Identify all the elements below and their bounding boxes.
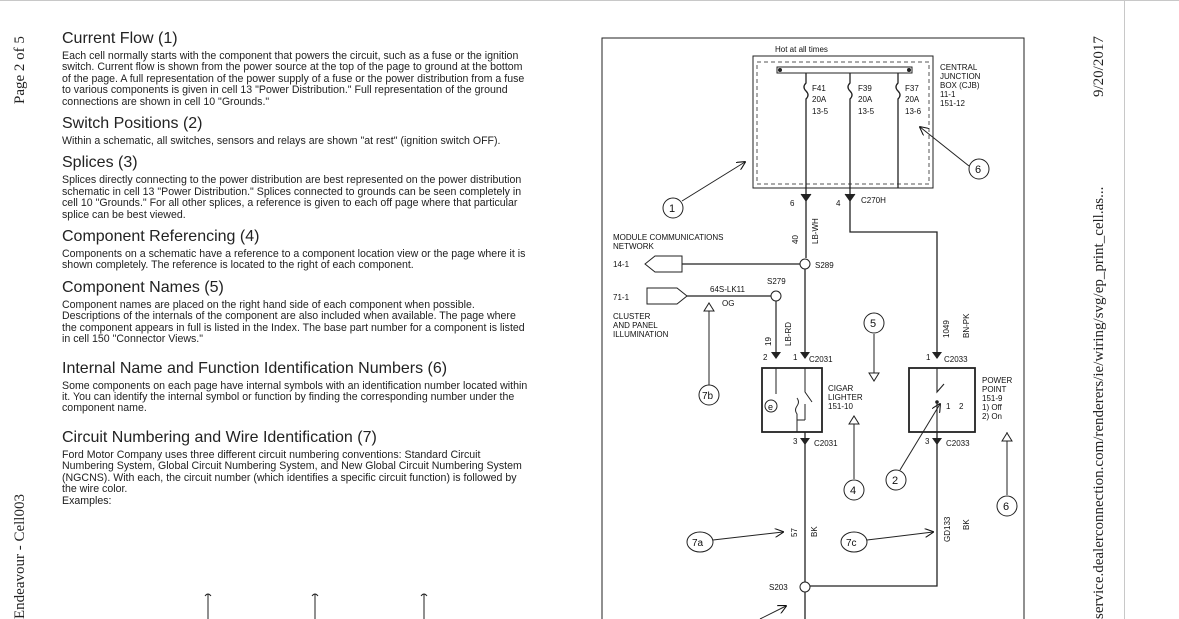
cjb-busbar bbox=[777, 67, 912, 73]
mcn-connector bbox=[645, 256, 682, 272]
fuse-ref: 13-6 bbox=[905, 107, 922, 116]
splice-s203-label: S203 bbox=[769, 583, 788, 592]
cluster-ref: 71-1 bbox=[613, 293, 630, 302]
page-number-label: Page 2 of 5 bbox=[12, 36, 28, 104]
wire-gd133-bk bbox=[810, 432, 937, 586]
section-body: Each cell normally starts with the component that powers the circuit, such as a fuse or the ignition switch. Current flow is shown from the power source at the top of the page to ground at the bottom of the page. A full representation of the power supply of a fuse or the power distribution from a fuse to various components is given in cell 13 "Power Distribution." Full representation of the ground connections are shown in cell 10 "Grounds." bbox=[62, 50, 525, 108]
power-point-box bbox=[909, 368, 975, 432]
pp-label-line2: POINT bbox=[982, 385, 1007, 394]
pin-3b-label: 3 bbox=[925, 437, 930, 446]
wire-40-label: 40 bbox=[791, 235, 800, 244]
section-title: Switch Positions (2) bbox=[62, 115, 203, 133]
cjb-inner-box bbox=[757, 62, 929, 184]
callout-7a-text: 7a bbox=[692, 538, 704, 549]
fuse-name: F41 bbox=[812, 84, 826, 93]
pp-label-line3: 151-9 bbox=[982, 394, 1003, 403]
example-wire-1 bbox=[205, 594, 211, 619]
splice-s279 bbox=[771, 291, 781, 301]
pin-arrow-2 bbox=[771, 352, 781, 359]
wire-lbrd-label: LB-RD bbox=[784, 321, 793, 346]
fuse-ref: 13-5 bbox=[858, 107, 875, 116]
callout-7b bbox=[699, 303, 719, 405]
section-internal-name bbox=[62, 360, 532, 415]
connector-c2033b-label: C2033 bbox=[946, 439, 970, 448]
wire-bk1-label: BK bbox=[810, 526, 819, 537]
busbar-end-left bbox=[778, 68, 782, 72]
callout-6b bbox=[997, 432, 1017, 516]
section-component-names bbox=[62, 279, 532, 346]
pin-arrow-6 bbox=[801, 194, 811, 201]
callout-arrow-bottom bbox=[760, 606, 786, 619]
cjb-label-line5: 151-12 bbox=[940, 99, 965, 108]
callout-1-text: 1 bbox=[669, 203, 676, 215]
section-body: Component names are placed on the right hand side of each component when possible. Descriptions of the internals of the component are also included when available. The page where the component appears in full is listed in the Index. The base part number for a component is listed in cell 150 "Connector Views." bbox=[62, 298, 525, 346]
connector-c270h-label: C270H bbox=[861, 196, 886, 205]
wire-64slk11-label: 64S-LK11 bbox=[710, 285, 745, 294]
callout-6b-arrowhead bbox=[1002, 433, 1012, 441]
cluster-label-line1: CLUSTER bbox=[613, 312, 651, 321]
cigar-label-line1: CIGAR bbox=[828, 384, 854, 393]
fuse-amps: 20A bbox=[858, 95, 873, 104]
pin-1-label: 1 bbox=[793, 353, 798, 362]
switch-pos-1: 1 bbox=[946, 402, 951, 411]
pp-label-line1: POWER bbox=[982, 376, 1013, 385]
switch-pos-2: 2 bbox=[959, 402, 964, 411]
cigar-label-line3: 151-10 bbox=[828, 402, 853, 411]
section-title: Current Flow (1) bbox=[62, 30, 178, 47]
callout-5 bbox=[864, 313, 884, 381]
section-body: Within a schematic, all switches, sensors and relays are shown "at rest" (ignition switch OFF). bbox=[62, 135, 501, 148]
section-splices bbox=[62, 154, 532, 221]
section-body: Splices directly connecting to the power distribution are best represented on the power distribution schematic in cell 13 "Power Distribution." Splices connected to grounds can be seen completely in cell 10 "Grounds." For all other splices, a reference is given to each off page where that particular splice can be best viewed. bbox=[62, 174, 522, 221]
examples-label: Examples: bbox=[62, 495, 112, 508]
pin-arrow-4 bbox=[845, 194, 855, 201]
callout-1 bbox=[663, 162, 745, 218]
lighter-element-letter: e bbox=[768, 402, 774, 412]
pp-label-line4: 1) Off bbox=[982, 403, 1002, 412]
pin-6-label: 6 bbox=[790, 199, 795, 208]
callout-7c bbox=[841, 532, 933, 552]
callout-6a bbox=[920, 127, 989, 179]
busbar-end-right bbox=[907, 68, 911, 72]
print-date-label: 9/20/2017 bbox=[1091, 36, 1107, 97]
section-body: Ford Motor Company uses three different circuit numbering conventions: Standard Circuit Numbering System, Global Circuit Numbering System, and New Global Circuit Numbering System (NGCNS). With each, the circuit number (which identifies a specific circuit function) is followed by the wire color. bbox=[62, 448, 522, 495]
cjb-outer-box bbox=[753, 56, 933, 188]
connector-c2033-label: C2033 bbox=[944, 355, 968, 364]
wire-1049-label: 1049 bbox=[942, 320, 951, 338]
callout-7b-text: 7b bbox=[702, 391, 714, 402]
document-title-text: Endeavour - Cell003 bbox=[12, 494, 28, 619]
callout-2-text: 2 bbox=[892, 475, 899, 487]
callout-4-text: 4 bbox=[850, 485, 857, 497]
section-body: Some components on each page have internal symbols with an identification number located within it. You can identify the internal symbol or function by finding the corresponding number under the component name. bbox=[62, 379, 528, 415]
example-wires-graphic bbox=[195, 590, 445, 619]
cjb-label-line1: CENTRAL bbox=[940, 63, 978, 72]
pin-arrow-pp1 bbox=[932, 352, 942, 359]
section-title: Component Referencing (4) bbox=[62, 228, 260, 246]
section-title: Component Names (5) bbox=[62, 278, 224, 296]
connector-c2031b-label: C2031 bbox=[814, 439, 838, 448]
top-rule bbox=[0, 0, 1179, 1]
fuse-amps: 20A bbox=[905, 95, 920, 104]
wire-bk2-label: BK bbox=[962, 519, 971, 530]
fuse-name: F39 bbox=[858, 84, 872, 93]
cigar-label-line2: LIGHTER bbox=[828, 393, 863, 402]
splice-s203 bbox=[800, 582, 810, 592]
wire-57-label: 57 bbox=[790, 528, 799, 537]
wire-og-label: OG bbox=[722, 299, 735, 308]
mcn-ref: 14-1 bbox=[613, 260, 630, 269]
hot-at-all-times-label: Hot at all times bbox=[775, 45, 828, 54]
wire-gd133-label: GD133 bbox=[943, 516, 952, 542]
pin-3a-label: 3 bbox=[793, 437, 798, 446]
callout-6a-text: 6 bbox=[975, 164, 982, 176]
section-component-referencing bbox=[62, 228, 532, 272]
cluster-label-line2: AND PANEL bbox=[613, 321, 658, 330]
callout-7b-arrowhead bbox=[704, 303, 714, 311]
splice-s279-label: S279 bbox=[767, 277, 786, 286]
source-url-label: service.dealerconnection.com/renderers/ie/wiring/svg/ep_print_cell.as... bbox=[1091, 186, 1107, 619]
pp-label-line5: 2) On bbox=[982, 412, 1003, 421]
cjb-label-line4: 11-1 bbox=[940, 90, 956, 99]
document-title-label bbox=[12, 494, 29, 619]
mcn-label-line1: MODULE COMMUNICATIONS bbox=[613, 233, 724, 242]
callout-4 bbox=[844, 416, 864, 500]
fuse-f39 bbox=[848, 73, 875, 200]
section-switch-positions bbox=[62, 115, 532, 147]
splice-s289-label: S289 bbox=[815, 261, 834, 270]
section-circuit-numbering bbox=[62, 429, 532, 508]
callout-5-arrowhead bbox=[869, 373, 879, 381]
callout-7c-text: 7c bbox=[846, 538, 857, 549]
connector-c2031-label: C2031 bbox=[809, 355, 833, 364]
cjb-label-line2: JUNCTION bbox=[940, 72, 981, 81]
wire-19-label: 19 bbox=[764, 337, 773, 346]
section-title: Splices (3) bbox=[62, 154, 138, 172]
section-current-flow bbox=[62, 30, 532, 108]
section-title: Internal Name and Function Identification Numbers (6) bbox=[62, 359, 448, 377]
cjb-label-line3: BOX (CJB) bbox=[940, 81, 980, 90]
pin-4-label: 4 bbox=[836, 199, 841, 208]
cluster-label-line3: ILLUMINATION bbox=[613, 330, 669, 339]
example-wire-3 bbox=[421, 594, 427, 619]
fuse-name: F37 bbox=[905, 84, 919, 93]
pin-2-label: 2 bbox=[763, 353, 768, 362]
section-body: Components on a schematic have a reference to a component location view or the page where it is shown completely. The reference is located to the right of each component. bbox=[62, 248, 526, 272]
wire-bnpk-label: BN-PK bbox=[962, 313, 971, 338]
splice-s289 bbox=[800, 259, 810, 269]
example-wire-2 bbox=[312, 594, 318, 619]
pin-pp1-label: 1 bbox=[926, 353, 931, 362]
fuse-amps: 20A bbox=[812, 95, 827, 104]
callout-4-arrowhead bbox=[849, 416, 859, 424]
cluster-connector bbox=[647, 288, 687, 304]
fuse-f41 bbox=[804, 73, 829, 200]
right-rule bbox=[1124, 0, 1125, 619]
section-title: Circuit Numbering and Wire Identification (7) bbox=[62, 428, 377, 446]
fuse-ref: 13-5 bbox=[812, 107, 829, 116]
switch-contact bbox=[935, 400, 939, 404]
wire-1049-bnpk bbox=[850, 200, 937, 358]
callout-6b-text: 6 bbox=[1003, 501, 1010, 513]
fuse-f37 bbox=[896, 73, 922, 188]
mcn-label-line2: NETWORK bbox=[613, 242, 654, 251]
callout-7a bbox=[687, 532, 783, 552]
callout-5-text: 5 bbox=[870, 318, 877, 330]
wire-lbwh-label: LB-WH bbox=[811, 218, 820, 244]
wiring-diagram bbox=[595, 30, 1025, 619]
explanation-column bbox=[62, 30, 532, 514]
